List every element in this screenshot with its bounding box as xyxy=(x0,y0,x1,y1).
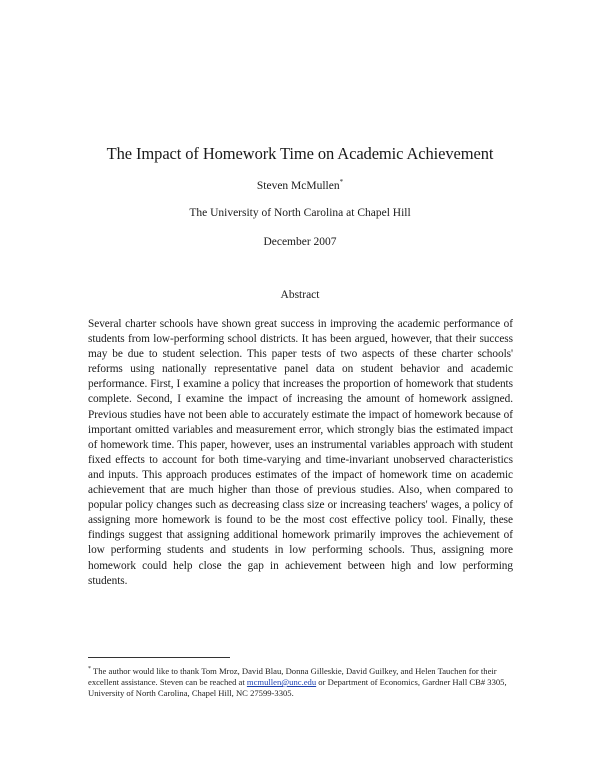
author-email-link[interactable]: mcmullen@unc.edu xyxy=(246,677,317,687)
affiliation: The University of North Carolina at Chapel Hill xyxy=(189,207,411,219)
author-line xyxy=(0,178,600,192)
abstract-body: Several charter schools have shown great success in improving the academic performance of students from low-performing school districts. It has been argued, however, that their success may be due to student selection. This paper tests of two aspects of these charter schools' reforms using nationally representative panel data on student behavior and academic performance. First, I examine a policy that increases the proportion of homework that students complete. Second, I examine the impact of increasing the amount of homework assigned. Previous studies have not been able to accurately estimate the impact of homework because of important omitted variables and measurement error, which strongly bias the estimated impact of homework time. This paper, however, uses an instrumental variables approach with student fixed effects to account for both time-varying and time-invariant unobserved characteristics and inputs. This approach produces estimates of the impact of homework time on academic achievement that are much higher than those of previous studies. Also, when compared to popular policy changes such as decreasing class size or increasing teachers' wages, a policy of assigning more homework is found to be the most cost effective policy tool. Finally, these findings suggest that assigning additional homework primarily improves the achievement of low performing students and students in low performing schools. Thus, assigning more homework could help close the gap in achievement between high and low performing students. xyxy=(88,318,513,587)
author-footnote-mark: * xyxy=(339,178,344,186)
footnote-text-after: or Department of Economics, Gardner Hall CB# 3305, University of North Carolina, Chapel Hill, NC 27599-3305. xyxy=(88,677,507,698)
footnote-mark: * xyxy=(88,666,91,672)
footnote xyxy=(88,664,513,699)
author-name: Steven McMullen xyxy=(256,180,340,192)
footnote-divider xyxy=(88,657,230,658)
footnote-text-before: The author would like to thank Tom Mroz, David Blau, Donna Gilleskie, David Guilkey, and Helen Tauchen for their excellent assistance. Steven can be reached at xyxy=(88,666,497,687)
paper-title: The Impact of Homework Time on Academic Achievement xyxy=(106,144,494,163)
abstract-heading: Abstract xyxy=(280,289,320,301)
paper-date: December 2007 xyxy=(263,236,337,248)
